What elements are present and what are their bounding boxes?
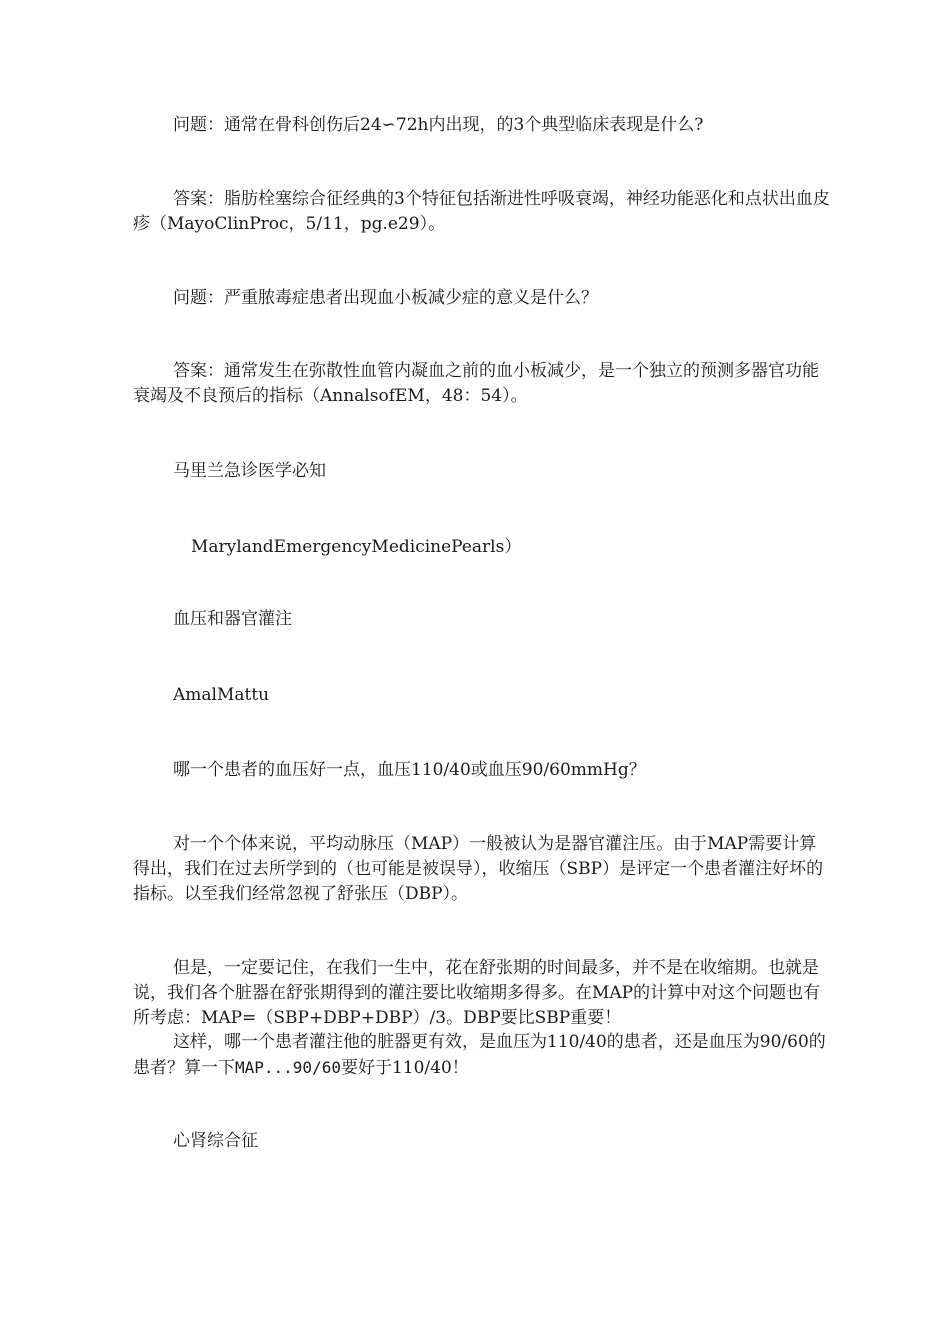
question-fat-embolism: 问题：通常在骨科创伤后24∽72h内出现，的3个典型临床表现是什么? xyxy=(173,115,704,135)
bp-conclusion-map-code: MAP...90/60 xyxy=(235,1058,341,1077)
section-heading-maryland: 马里兰急诊医学必知 xyxy=(173,461,326,481)
diastole-explanation: 但是，一定要记住，在我们一生中，花在舒张期的时间最多，并不是在收缩期。也就是说，我们各个脏器在舒张期得到的灌注要比收缩期多得多。在MAP的计算中对这个问题也有所考虑：MAP=（SBP+DBP+DBP）/3。DBP要比SBP重要！ xyxy=(133,958,821,1028)
section-heading-cardiorenal: 心肾综合征 xyxy=(173,1131,258,1151)
question-sepsis-thrombocytopenia: 问题：严重脓毒症患者出现血小板减少症的意义是什么？ xyxy=(173,288,598,308)
answer-fat-embolism: 答案：脂肪栓塞综合征经典的3个特征包括渐进性呼吸衰竭，神经功能恶化和点状出血皮疹（MayoClinProc，5/11，pg.e29）。 xyxy=(133,189,830,234)
article-title: 血压和器官灌注 xyxy=(173,609,292,629)
section-subheading-pearls: MarylandEmergencyMedicinePearls） xyxy=(191,537,522,557)
bp-conclusion-text: 这样，哪一个患者灌注他的脏器更有效，是血压为110/40的患者，还是血压为90/60的患者？算一下 xyxy=(133,1032,826,1078)
answer-sepsis-thrombocytopenia: 答案：通常发生在弥散性血管内凝血之前的血小板减少，是一个独立的预测多器官功能衰竭及不良预后的指标（AnnalsofEM，48：54）。 xyxy=(133,361,819,406)
bp-question: 哪一个患者的血压好一点，血压110/40或血压90/60mmHg？ xyxy=(173,760,646,780)
bp-conclusion-end: 要好于110/40！ xyxy=(340,1058,469,1078)
article-author: AmalMattu xyxy=(173,685,270,705)
map-explanation: 对一个个体来说，平均动脉压（MAP）一般被认为是器官灌注压。由于MAP需要计算得出，我们在过去所学到的（也可能是被误导），收缩压（SBP）是评定一个患者灌注好坏的指标。以至我们经常忽视了舒张压（DBP）。 xyxy=(133,834,824,904)
bp-conclusion xyxy=(133,1030,833,1081)
